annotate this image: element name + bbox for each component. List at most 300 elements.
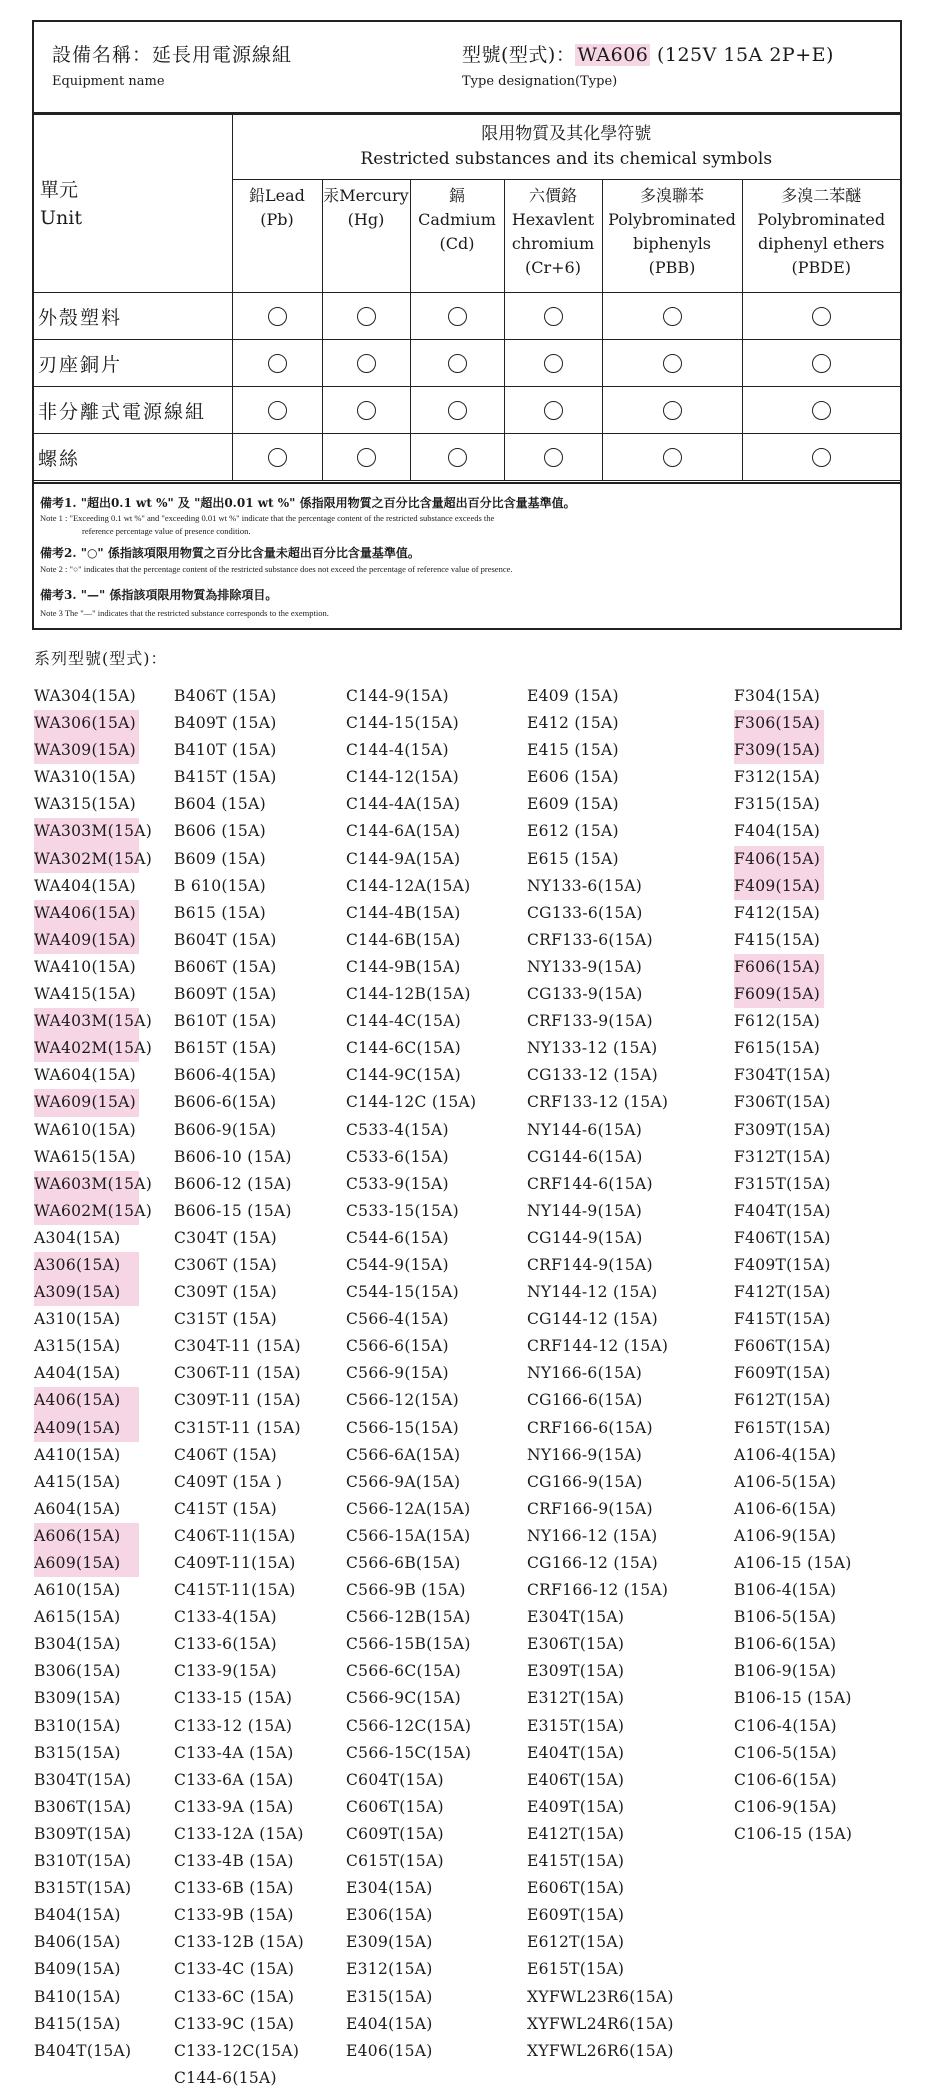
model-item: B 610(15A) xyxy=(174,876,266,895)
model-item: WA306(15A) xyxy=(34,710,139,737)
model-item: F315T(15A) xyxy=(734,1174,831,1193)
model-item: C133-6A (15A) xyxy=(174,1770,294,1789)
model-item: E306T(15A) xyxy=(527,1635,625,1654)
model-item: CG133-12 (15A) xyxy=(527,1066,658,1085)
model-item: F606T(15A) xyxy=(734,1337,831,1356)
model-item: C566-9(15A) xyxy=(346,1364,449,1383)
model-item: C144-15(15A) xyxy=(346,714,460,733)
model-item: B410(15A) xyxy=(34,1987,121,2006)
compliance-cell xyxy=(322,387,410,434)
model-item: C315T (15A) xyxy=(174,1310,278,1329)
model-item: C566-6B(15A) xyxy=(346,1554,461,1572)
model-item: CG166-12 (15A) xyxy=(527,1554,658,1572)
circle-mark-icon xyxy=(448,401,467,420)
series-column xyxy=(734,683,852,1848)
model-item: F606(15A) xyxy=(734,954,824,981)
model-item: C133-9(15A) xyxy=(174,1662,277,1681)
model-item: CRF144-6(15A) xyxy=(527,1174,653,1193)
model-item: F412T(15A) xyxy=(734,1283,831,1302)
model-item: C566-12C(15A) xyxy=(346,1716,472,1735)
model-item: NY144-9(15A) xyxy=(527,1201,643,1220)
model-item: E609 (15A) xyxy=(527,795,619,814)
model-item: WA615(15A) xyxy=(34,1147,136,1166)
model-item: C566-15C(15A) xyxy=(346,1743,472,1762)
model-item: E312T(15A) xyxy=(527,1689,625,1708)
model-item: E309(15A) xyxy=(346,1933,433,1952)
model-item: A309(15A) xyxy=(34,1279,139,1306)
circle-mark-icon xyxy=(268,401,287,420)
model-item: E606 (15A) xyxy=(527,768,619,787)
model-item: B604 (15A) xyxy=(174,795,266,814)
compliance-cell xyxy=(742,340,900,387)
model-item: C144-6C(15A) xyxy=(346,1039,462,1058)
circle-mark-icon xyxy=(357,354,376,373)
model-item: CRF144-12 (15A) xyxy=(527,1337,669,1356)
model-item: B106-4(15A) xyxy=(734,1581,837,1600)
model-item: C566-12A(15A) xyxy=(346,1499,471,1518)
model-item: C133-12 (15A) xyxy=(174,1716,293,1735)
model-item: C133-4B (15A) xyxy=(174,1852,294,1871)
model-item: WA304(15A) xyxy=(34,687,136,705)
model-item: C144-4A(15A) xyxy=(346,795,461,814)
model-item: WA402M(15A) xyxy=(34,1035,139,1062)
model-item: B106-15 (15A) xyxy=(734,1689,852,1708)
header xyxy=(34,22,900,114)
compliance-cell xyxy=(232,340,322,387)
model-item: E404(15A) xyxy=(346,2014,433,2033)
model-item: C306T (15A) xyxy=(174,1255,278,1274)
model-item: C106-15 (15A) xyxy=(734,1824,853,1843)
model-item: B404(15A) xyxy=(34,1906,121,1925)
circle-mark-icon xyxy=(812,354,831,373)
model-item: C133-12C(15A) xyxy=(174,2041,300,2060)
substance-header xyxy=(232,180,322,293)
model-item: E606T(15A) xyxy=(527,1879,625,1898)
model-item: C144-4C(15A) xyxy=(346,1012,462,1031)
model-item: C106-4(15A) xyxy=(734,1716,837,1735)
model-item: F312(15A) xyxy=(734,768,821,787)
model-item: CRF166-6(15A) xyxy=(527,1418,653,1437)
model-item: NY133-12 (15A) xyxy=(527,1039,658,1058)
model-item: WA303M(15A) xyxy=(34,818,139,845)
model-item: C406T-11(15A) xyxy=(174,1526,296,1545)
model-item: C133-9C (15A) xyxy=(174,2014,295,2033)
rohs-body xyxy=(34,293,900,481)
model-item: E612T(15A) xyxy=(527,1933,625,1952)
type-spec: (125V 15A 2P+E) xyxy=(650,44,834,66)
compliance-cell xyxy=(504,434,602,481)
circle-mark-icon xyxy=(357,307,376,326)
model-item: C144-12A(15A) xyxy=(346,876,471,895)
model-item: CG144-6(15A) xyxy=(527,1147,643,1166)
substance-label-line: 鉛Lead xyxy=(249,186,305,205)
model-item: B609 (15A) xyxy=(174,849,266,868)
model-item: C409T-11(15A) xyxy=(174,1554,296,1572)
compliance-cell xyxy=(322,340,410,387)
substance-label-line: Hexavlent xyxy=(511,210,595,229)
type-designation-en: Type designation(Type) xyxy=(462,74,618,89)
model-item: B606-4(15A) xyxy=(174,1066,277,1085)
model-item: B615T (15A) xyxy=(174,1039,277,1058)
model-item: C144-4B(15A) xyxy=(346,903,461,922)
note-1-en: Note 1 : "Exceeding 0.1 wt %" and "exceeding 0.01 wt %" indicate that the percentage content of the restricted substance exceeds the xyxy=(40,513,495,523)
note-3-zh: 備考3. "—" 係指該項限用物質為排除項目。 xyxy=(40,588,278,602)
substance-label-line: Polybrominated xyxy=(757,210,886,229)
model-item: A304(15A) xyxy=(34,1228,121,1247)
model-item: CRF133-9(15A) xyxy=(527,1012,653,1031)
model-item: C315T-11 (15A) xyxy=(174,1418,301,1437)
model-item: WA309(15A) xyxy=(34,737,139,764)
substance-header xyxy=(322,180,410,293)
model-item: E309T(15A) xyxy=(527,1662,625,1681)
model-item: C566-6C(15A) xyxy=(346,1662,462,1681)
model-item: F304T(15A) xyxy=(734,1066,831,1085)
model-item: C306T-11 (15A) xyxy=(174,1364,301,1383)
circle-mark-icon xyxy=(448,448,467,467)
model-item: F312T(15A) xyxy=(734,1147,831,1166)
model-item: C544-6(15A) xyxy=(346,1228,449,1247)
compliance-cell xyxy=(232,434,322,481)
model-item: C144-6B(15A) xyxy=(346,930,461,949)
model-item: B606-10 (15A) xyxy=(174,1147,292,1166)
circle-mark-icon xyxy=(812,401,831,420)
series-column xyxy=(527,683,674,2065)
model-item: C409T (15A ) xyxy=(174,1472,283,1491)
model-item: E304T(15A) xyxy=(527,1608,625,1627)
circle-mark-icon xyxy=(544,401,563,420)
substance-label-line: diphenyl ethers xyxy=(758,234,885,253)
substance-label-line: (PBB) xyxy=(648,258,696,277)
model-item: B409(15A) xyxy=(34,1960,121,1979)
model-item: F309(15A) xyxy=(734,737,824,764)
model-item: C133-4A (15A) xyxy=(174,1743,294,1762)
model-item: B409T (15A) xyxy=(174,714,277,733)
model-item: CRF133-6(15A) xyxy=(527,930,653,949)
model-item: C106-9(15A) xyxy=(734,1797,837,1816)
circle-mark-icon xyxy=(544,448,563,467)
model-item: C533-15(15A) xyxy=(346,1201,460,1220)
model-item: A404(15A) xyxy=(34,1364,121,1383)
model-item: C533-6(15A) xyxy=(346,1147,449,1166)
model-item: WA403M(15A) xyxy=(34,1008,139,1035)
type-model: WA606 xyxy=(577,44,649,66)
model-item: F609(15A) xyxy=(734,981,824,1008)
model-item: WA315(15A) xyxy=(34,795,136,814)
compliance-cell xyxy=(322,293,410,340)
model-item: WA604(15A) xyxy=(34,1066,136,1085)
note-1-zh: 備考1. "超出0.1 wt %" 及 "超出0.01 wt %" 係指限用物質之百分比含量超出百分比含量基準值。 xyxy=(40,496,576,510)
compliance-cell xyxy=(602,434,742,481)
model-item: E612 (15A) xyxy=(527,822,619,841)
model-item: B310(15A) xyxy=(34,1716,121,1735)
model-item: WA410(15A) xyxy=(34,957,136,976)
model-item: C144-9(15A) xyxy=(346,687,449,705)
model-item: C304T (15A) xyxy=(174,1228,278,1247)
circle-mark-icon xyxy=(357,401,376,420)
model-item: B315T(15A) xyxy=(34,1879,132,1898)
circle-mark-icon xyxy=(812,307,831,326)
model-item: F404(15A) xyxy=(734,822,821,841)
model-item: C106-6(15A) xyxy=(734,1770,837,1789)
substance-label-line: (Cr+6) xyxy=(525,258,581,277)
model-item: E412 (15A) xyxy=(527,714,619,733)
substance-label-line: (Hg) xyxy=(347,210,385,229)
series-title: 系列型號(型式)： xyxy=(34,649,168,668)
model-item: C133-12A (15A) xyxy=(174,1824,304,1843)
model-item: C144-12(15A) xyxy=(346,768,460,787)
model-item: C566-15A(15A) xyxy=(346,1526,471,1545)
unit-en: Unit xyxy=(40,206,82,229)
model-item: CRF166-9(15A) xyxy=(527,1499,653,1518)
model-item: F406T(15A) xyxy=(734,1228,831,1247)
model-item: C106-5(15A) xyxy=(734,1743,837,1762)
model-item: NY133-6(15A) xyxy=(527,876,643,895)
model-item: B310T(15A) xyxy=(34,1852,132,1871)
equipment-name-en: Equipment name xyxy=(52,74,165,89)
model-item: C144-9C(15A) xyxy=(346,1066,462,1085)
unit-header xyxy=(34,115,232,293)
model-item: C566-9A(15A) xyxy=(346,1472,461,1491)
model-item: WA602M(15A) xyxy=(34,1198,139,1225)
model-item: F306T(15A) xyxy=(734,1093,831,1112)
model-item: A106-5(15A) xyxy=(734,1472,837,1491)
model-item: C615T(15A) xyxy=(346,1852,444,1871)
substance-label-line: (Pb) xyxy=(260,210,294,229)
model-item: C133-12B (15A) xyxy=(174,1933,304,1952)
model-item: B615 (15A) xyxy=(174,903,266,922)
model-item: C566-12B(15A) xyxy=(346,1608,471,1627)
circle-mark-icon xyxy=(663,307,682,326)
model-item: CG144-9(15A) xyxy=(527,1228,643,1247)
model-item: B306T(15A) xyxy=(34,1797,132,1816)
model-item: CRF166-12 (15A) xyxy=(527,1581,669,1600)
model-item: A406(15A) xyxy=(34,1387,139,1414)
note-3-en: Note 3 The "—" indicates that the restricted substance corresponds to the exemption. xyxy=(40,608,329,618)
unit-name: 非分離式電源線組 xyxy=(34,387,232,434)
notes-section xyxy=(34,482,900,630)
model-item: WA404(15A) xyxy=(34,876,136,895)
model-item: E306(15A) xyxy=(346,1906,433,1925)
model-item: C533-4(15A) xyxy=(346,1120,449,1139)
model-item: E609T(15A) xyxy=(527,1906,625,1925)
model-item: WA310(15A) xyxy=(34,768,136,787)
compliance-cell xyxy=(410,340,504,387)
model-item: F409(15A) xyxy=(734,873,824,900)
circle-mark-icon xyxy=(268,354,287,373)
unit-zh: 單元 xyxy=(40,178,79,201)
model-item: XYFWL26R6(15A) xyxy=(527,2041,674,2060)
substance-label-line: chromium xyxy=(511,234,595,253)
model-item: C133-6B (15A) xyxy=(174,1879,294,1898)
model-item: C566-15(15A) xyxy=(346,1418,460,1437)
model-item: B315(15A) xyxy=(34,1743,121,1762)
model-item: E409T(15A) xyxy=(527,1797,625,1816)
model-item: E409 (15A) xyxy=(527,687,619,705)
model-item: C604T(15A) xyxy=(346,1770,444,1789)
model-item: C144-6(15A) xyxy=(174,2068,277,2087)
model-item: CG144-12 (15A) xyxy=(527,1310,658,1329)
model-item: E415 (15A) xyxy=(527,741,619,760)
substance-header xyxy=(742,180,900,293)
model-item: B406T (15A) xyxy=(174,687,277,705)
model-item: E304(15A) xyxy=(346,1879,433,1898)
equipment-name-zh: 設備名稱：延長用電源線組 xyxy=(52,44,293,66)
model-item: F415(15A) xyxy=(734,930,821,949)
model-item: C544-15(15A) xyxy=(346,1283,460,1302)
circle-mark-icon xyxy=(544,307,563,326)
model-item: C415T (15A) xyxy=(174,1499,278,1518)
model-item: A410(15A) xyxy=(34,1445,121,1464)
substance-header xyxy=(602,180,742,293)
model-item: C566-9B (15A) xyxy=(346,1581,466,1600)
table-row xyxy=(34,434,900,481)
model-item: C566-6(15A) xyxy=(346,1337,449,1356)
compliance-cell xyxy=(410,293,504,340)
model-item: C566-4(15A) xyxy=(346,1310,449,1329)
rohs-declaration-frame xyxy=(32,20,902,630)
unit-name: 外殼塑料 xyxy=(34,293,232,340)
model-item: WA409(15A) xyxy=(34,927,139,954)
model-item: B106-6(15A) xyxy=(734,1635,837,1654)
series-column xyxy=(174,683,304,2092)
unit-name: 螺絲 xyxy=(34,434,232,481)
model-item: C133-15 (15A) xyxy=(174,1689,293,1708)
substance-label-line: 汞Mercury xyxy=(323,186,409,205)
unit-name: 刃座銅片 xyxy=(34,340,232,387)
model-item: F304(15A) xyxy=(734,687,821,705)
model-item: B606-12 (15A) xyxy=(174,1174,292,1193)
table-row xyxy=(34,340,900,387)
model-item: E406T(15A) xyxy=(527,1770,625,1789)
compliance-cell xyxy=(504,293,602,340)
model-item: NY166-9(15A) xyxy=(527,1445,643,1464)
substance-label-line: (PBDE) xyxy=(791,258,851,277)
model-item: B609T (15A) xyxy=(174,985,277,1004)
model-item: B415T (15A) xyxy=(174,768,277,787)
substance-label-line: 六價鉻 xyxy=(528,186,577,205)
model-item: C144-4(15A) xyxy=(346,741,449,760)
compliance-cell xyxy=(410,387,504,434)
circle-mark-icon xyxy=(663,401,682,420)
compliance-cell xyxy=(504,340,602,387)
substance-label-line: 鎘Cadmium xyxy=(418,186,496,229)
model-item: C144-12C (15A) xyxy=(346,1093,477,1112)
model-item: B606-9(15A) xyxy=(174,1120,277,1139)
model-item: E615 (15A) xyxy=(527,849,619,868)
model-item: A604(15A) xyxy=(34,1499,121,1518)
model-item: F409T(15A) xyxy=(734,1255,831,1274)
model-item: C566-9C(15A) xyxy=(346,1689,462,1708)
group-zh: 限用物質及其化學符號 xyxy=(481,124,652,144)
compliance-cell xyxy=(742,387,900,434)
model-item: B606-15 (15A) xyxy=(174,1201,292,1220)
circle-mark-icon xyxy=(448,354,467,373)
model-item: B106-9(15A) xyxy=(734,1662,837,1681)
model-item: F615T(15A) xyxy=(734,1418,831,1437)
model-item: C606T(15A) xyxy=(346,1797,444,1816)
group-en: Restricted substances and its chemical symbols xyxy=(360,149,773,169)
substance-label-line: 多溴二苯醚 xyxy=(781,186,862,205)
model-item: C133-6C (15A) xyxy=(174,1987,295,2006)
note-2-en: Note 2 : "○" indicates that the percentage content of the restricted substance does not exceed the percentage of reference value of presence. xyxy=(40,564,513,574)
circle-mark-icon xyxy=(663,354,682,373)
model-item: XYFWL24R6(15A) xyxy=(527,2014,674,2033)
model-item: B106-5(15A) xyxy=(734,1608,837,1627)
restricted-substances-table xyxy=(34,114,900,481)
model-item: E315T(15A) xyxy=(527,1716,625,1735)
note-1-en-cont: reference percentage value of presence condition. xyxy=(82,526,251,536)
substances-group-header xyxy=(232,115,900,180)
model-item: A315(15A) xyxy=(34,1337,121,1356)
series-column xyxy=(34,683,153,2065)
model-item: B404T(15A) xyxy=(34,2041,132,2060)
model-item: C415T-11(15A) xyxy=(174,1581,296,1600)
model-item: CG133-6(15A) xyxy=(527,903,643,922)
circle-mark-icon xyxy=(448,307,467,326)
table-row xyxy=(34,387,900,434)
model-item: B606 (15A) xyxy=(174,822,266,841)
model-item: C544-9(15A) xyxy=(346,1255,449,1274)
model-item: CG166-9(15A) xyxy=(527,1472,643,1491)
model-item: B306(15A) xyxy=(34,1662,121,1681)
model-item: B604T (15A) xyxy=(174,930,277,949)
compliance-cell xyxy=(504,387,602,434)
compliance-cell xyxy=(602,293,742,340)
model-item: WA415(15A) xyxy=(34,985,136,1004)
model-item: A106-9(15A) xyxy=(734,1526,837,1545)
substance-header xyxy=(504,180,602,293)
model-item: A310(15A) xyxy=(34,1310,121,1329)
model-item: C309T-11 (15A) xyxy=(174,1391,301,1410)
model-item: A106-4(15A) xyxy=(734,1445,837,1464)
model-item: NY144-6(15A) xyxy=(527,1120,643,1139)
model-item: CRF133-12 (15A) xyxy=(527,1093,669,1112)
model-item: F612T(15A) xyxy=(734,1391,831,1410)
model-item: A615(15A) xyxy=(34,1608,121,1627)
model-item: WA609(15A) xyxy=(34,1089,139,1116)
model-item: B410T (15A) xyxy=(174,741,277,760)
model-item: A610(15A) xyxy=(34,1581,121,1600)
model-item: WA610(15A) xyxy=(34,1120,136,1139)
table-row xyxy=(34,293,900,340)
substance-header xyxy=(410,180,504,293)
model-item: C144-12B(15A) xyxy=(346,985,471,1004)
model-item: C133-4C (15A) xyxy=(174,1960,295,1979)
model-item: C609T(15A) xyxy=(346,1824,444,1843)
model-item: E412T(15A) xyxy=(527,1824,625,1843)
model-item: B304(15A) xyxy=(34,1635,121,1654)
compliance-cell xyxy=(322,434,410,481)
model-item: E615T(15A) xyxy=(527,1960,625,1979)
model-item: NY144-12 (15A) xyxy=(527,1283,658,1302)
model-item: F406(15A) xyxy=(734,846,824,873)
model-item: CRF144-9(15A) xyxy=(527,1255,653,1274)
model-item: A609(15A) xyxy=(34,1550,139,1577)
model-item: F612(15A) xyxy=(734,1012,821,1031)
model-item: B415(15A) xyxy=(34,2014,121,2033)
type-prefix: 型號(型式)： xyxy=(462,44,576,66)
model-item: E312(15A) xyxy=(346,1960,433,1979)
circle-mark-icon xyxy=(812,448,831,467)
note-2-zh: 備考2. "○" 係指該項限用物質之百分比含量未超出百分比含量基準值。 xyxy=(40,546,420,560)
model-item: C304T-11 (15A) xyxy=(174,1337,301,1356)
model-item: C144-6A(15A) xyxy=(346,822,461,841)
model-item: E404T(15A) xyxy=(527,1743,625,1762)
model-item: F404T(15A) xyxy=(734,1201,831,1220)
circle-mark-icon xyxy=(663,448,682,467)
model-item: B309T(15A) xyxy=(34,1824,132,1843)
model-item: C566-6A(15A) xyxy=(346,1445,461,1464)
